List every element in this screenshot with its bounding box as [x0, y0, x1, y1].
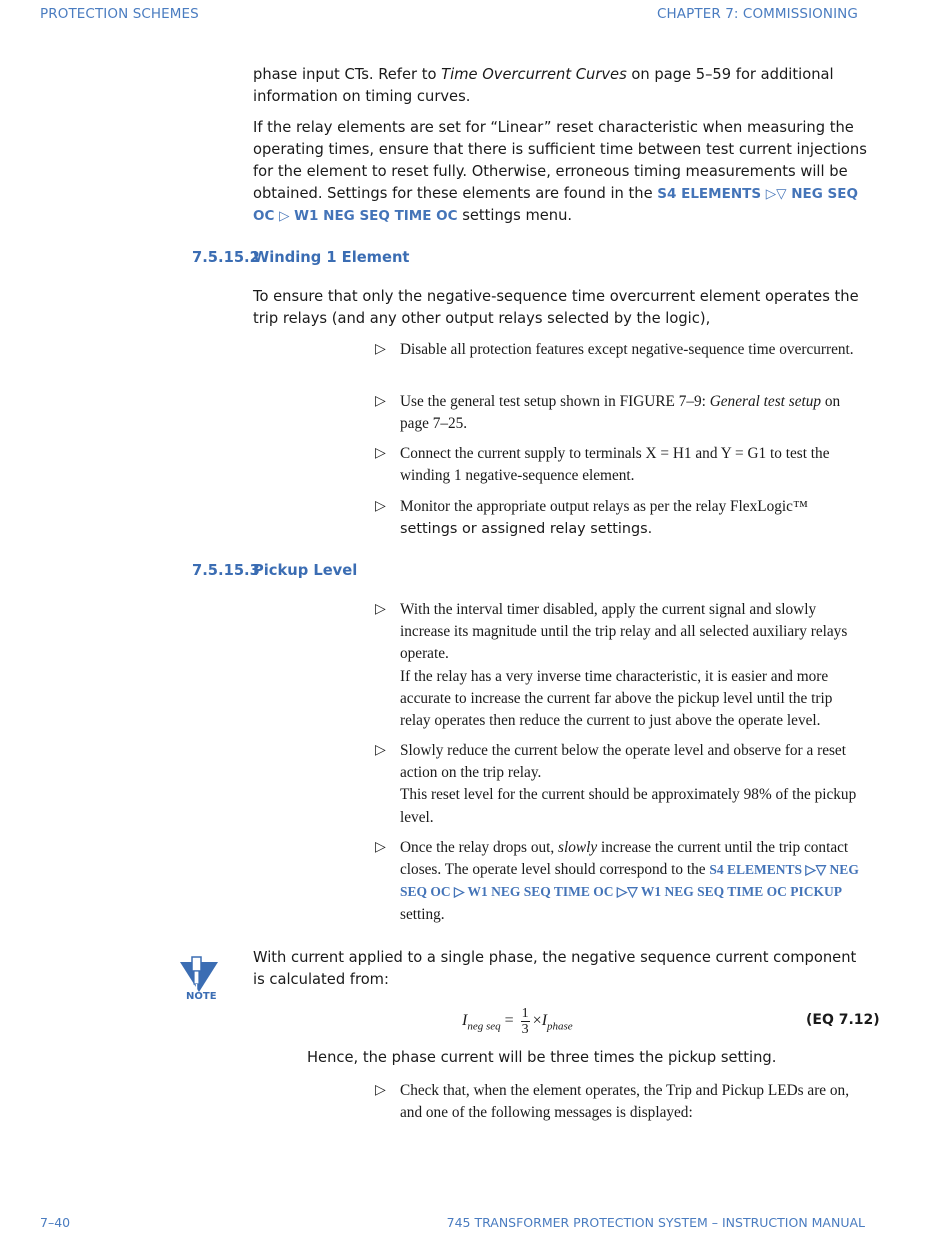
equation-symbol: I [462, 1012, 468, 1030]
text-run: on page 7–25. [400, 393, 841, 433]
page-number: 7–40 [40, 1215, 71, 1230]
equation-number: (EQ 7.12) [806, 1012, 880, 1028]
text-run: settings or assigned relay settings. [400, 521, 653, 538]
running-header-right: CHAPTER 7: COMMISSIONING [657, 6, 858, 22]
bullet-item [375, 740, 865, 829]
winding-intro-paragraph: To ensure that only the negative-sequence time overcurrent element operates the trip relays (and any other output relays selected by the logic), [253, 288, 859, 327]
equation-symbol: I [541, 1012, 548, 1030]
section-heading-winding [192, 249, 409, 266]
cross-reference[interactable]: Time Overcurrent Curves [441, 66, 627, 83]
intro-paragraph-2 [253, 117, 868, 227]
bullet-text: Connect the current supply to terminals X = H1 and Y = G1 to test the winding 1 negative-sequence element. [400, 445, 830, 485]
bullet-item [375, 837, 865, 926]
triangle-bullet-icon: ▷ [375, 840, 386, 855]
bullet-text [400, 391, 865, 435]
bullet-text: Disable all protection features except negative-sequence time overcurrent. [400, 341, 854, 358]
text-run: If the relay elements are set for “Linear” reset characteristic when measuring the operating times, ensure that there is sufficient time between test current injections for the element to reset fully. Otherwise, erroneous timing measurements will be obtained. Settings for these elements are found in the [253, 119, 867, 202]
bullet-text [400, 496, 865, 540]
equation-subscript: neg seq [467, 1020, 501, 1033]
text-run: setting. [400, 905, 445, 923]
triangle-bullet-icon: ▷ [375, 1083, 386, 1098]
bullet-text: With the interval timer disabled, apply the current signal and slowly increase its magnitude until the trip relay and all selected auxiliary relays operate. [400, 601, 848, 663]
bullet-item [375, 496, 865, 540]
bullet-text: Check that, when the element operates, the Trip and Pickup LEDs are on, and one of the following messages is displayed: [400, 1082, 850, 1122]
text-run: on page 5–59 for additional information on timing curves. [253, 66, 834, 105]
section-number: 7.5.15.2 [192, 249, 260, 266]
triangle-bullet-icon: ▷ [375, 342, 386, 357]
fraction [521, 1006, 530, 1037]
bullet-item [375, 391, 865, 435]
running-header-left: PROTECTION SCHEMES [40, 6, 199, 22]
equation [462, 1006, 573, 1037]
text-run: phase input CTs. Refer to [253, 66, 442, 83]
text-run: increase the current until the trip contact closes. The operate level should correspond to the [400, 839, 849, 879]
bullet-item [375, 1080, 865, 1124]
note-label: NOTE [186, 991, 217, 1002]
manual-title-footer: 745 TRANSFORMER PROTECTION SYSTEM – INSTRUCTION MANUAL [446, 1215, 865, 1230]
emphasis: slowly [558, 839, 598, 856]
equation-operator: = [504, 1012, 514, 1030]
triangle-bullet-icon: ▷ [375, 743, 386, 758]
section-title: Winding 1 Element [253, 249, 410, 266]
intro-paragraph-1 [253, 64, 868, 108]
section-number: 7.5.15.3 [192, 562, 260, 579]
settings-menu-path: S4 ELEMENTS ▷▽ NEG SEQ OC ▷ W1 NEG SEQ TIME OC [253, 186, 858, 224]
section-heading-pickup [192, 562, 357, 579]
bullet-text [400, 837, 865, 926]
figure-reference[interactable]: General test setup [709, 393, 822, 410]
fraction-denominator: 3 [521, 1022, 529, 1037]
triangle-bullet-icon: ▷ [375, 602, 386, 617]
triangle-bullet-icon: ▷ [375, 446, 386, 461]
bullet-item [375, 443, 865, 487]
bullet-item [375, 339, 865, 361]
equation-subscript: phase [547, 1020, 573, 1033]
note-paragraph: With current applied to a single phase, the negative sequence current component is calculated from: [253, 949, 857, 988]
bullet-item [375, 599, 865, 732]
equation-operator: × [532, 1012, 542, 1030]
triangle-bullet-icon: ▷ [375, 499, 386, 514]
triangle-bullet-icon: ▷ [375, 394, 386, 409]
text-run: Monitor the appropriate output relays as per the relay FlexLogic™ [400, 498, 808, 515]
hence-paragraph: Hence, the phase current will be three times the pickup setting. [307, 1049, 777, 1066]
text-run: settings menu. [457, 207, 573, 224]
bullet-text: Slowly reduce the current below the operate level and observe for a reset action on the trip relay. [400, 742, 846, 782]
section-title: Pickup Level [253, 562, 358, 579]
settings-menu-path: S4 ELEMENTS ▷▽ NEG SEQ OC ▷ W1 NEG SEQ TIME OC ▷▽ W1 NEG SEQ TIME OC PICKUP [400, 862, 859, 900]
bullet-continuation: If the relay has a very inverse time characteristic, it is easier and more accurate to increase the current far above the pickup level until the trip relay operates then reduce the current to just above the operate level. [400, 667, 833, 730]
text-run: Use the general test setup shown in FIGURE 7–9: [400, 393, 710, 410]
text-run: Once the relay drops out, [400, 839, 559, 856]
fraction-numerator: 1 [521, 1006, 529, 1021]
bullet-continuation: This reset level for the current should be approximately 98% of the pickup level. [400, 786, 857, 826]
